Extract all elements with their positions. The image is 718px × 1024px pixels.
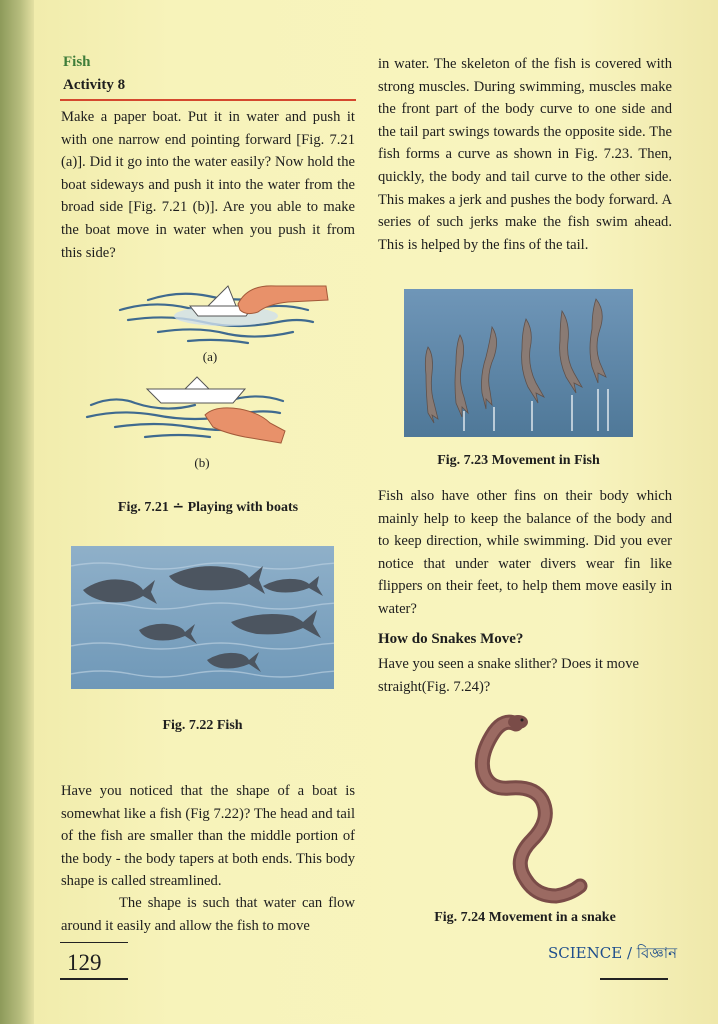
figure-snake [460,710,590,910]
fig-a-label: (a) [202,349,218,364]
fig-7-22-caption: Fig. 7.22 Fish [162,718,243,733]
footer-rule-bottom-right [600,978,668,980]
figure-boat-pushed-broad-side [85,375,295,445]
paragraph-shape-flow: The shape is such that water can flow around it easily and allow the fish to move [61,895,355,934]
section-title-fish: Fish [63,54,91,70]
paragraph-snakes: Have you seen a snake slither? Does it move straight(Fig. 7.24)? [378,656,639,695]
book-title-footer: SCIENCE / বিজ্ঞান [548,944,678,962]
snakes-heading: How do Snakes Move? [378,631,524,647]
figure-fish-movement-sequence [404,289,633,437]
footer-rule-top-left [60,942,128,943]
paragraph-fish-swimming: in water. The skeleton of the fish is covered with strong muscles. During swimming, muscles make the front part of the body curve to one side and the tail part swings towards the opposite side. The fish forms a curve as shown in Fig. 7.23. Then, quickly, the body and tail curve to the other side. This makes a jerk and pushes the body forward. A series of such jerks make the fish swim ahead. This is helped by the fins of the tail. [378,56,672,253]
paragraph-boat-shape: Have you noticed that the shape of a boat is somewhat like a fish (Fig 7.22)? The head and tail of the fish are smaller than the middle portion of the body - the body tapers at both ends. This body shape is called streamlined. [61,783,355,890]
book-spine [0,0,34,1024]
activity-underline [60,99,356,101]
page-number: 129 [67,950,102,975]
activity-title: Activity 8 [63,77,126,93]
figure-boat-pushed-narrow-end [108,278,332,348]
fig-b-label: (b) [194,455,210,470]
fig-7-23-caption: Fig. 7.23 Movement in Fish [437,453,600,468]
paragraph-other-fins: Fish also have other fins on their body which mainly help to keep the balance of the body and to keep direction, while swimming. Did you ever notice that under water divers wear fin like flippers on their feet, to help them move easily in water? [378,488,672,617]
fig-7-21-caption: Fig. 7.21 ∸ Playing with boats [117,500,299,515]
activity-paragraph: Make a paper boat. Put it in water and push it with one narrow end pointing forward [Fig. 7.21 (a)]. Did it go into the water easily? Now hold the boat sideways and push it into the water from the broad side [Fig. 7.21 (b)]. Are you able to make the boat move in water when you push it from this side? [61,109,355,261]
footer-rule-bottom-left [60,978,128,980]
fig-7-24-caption: Fig. 7.24 Movement in a snake [434,910,616,925]
figure-fish-school [71,546,334,689]
